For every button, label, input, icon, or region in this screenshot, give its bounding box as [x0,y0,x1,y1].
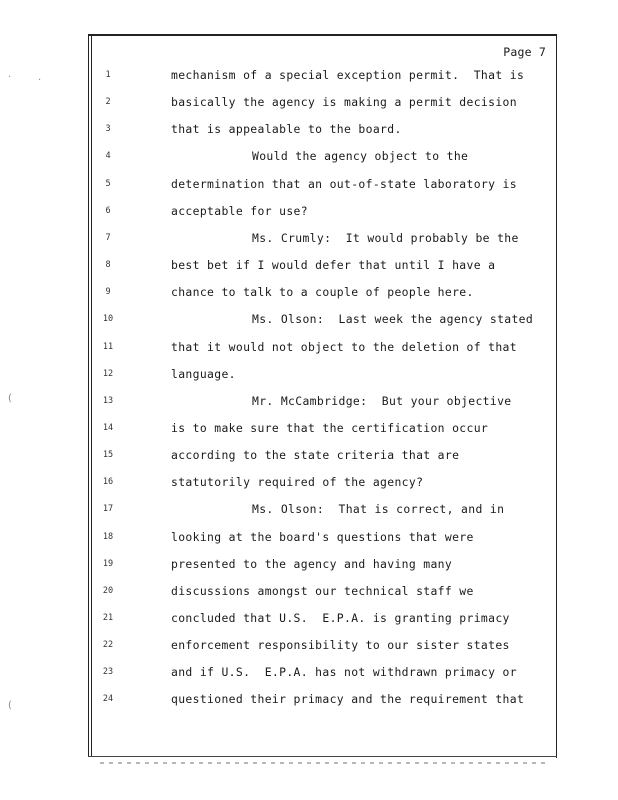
transcript-line [0,530,618,550]
bottom-rule [88,756,557,757]
line-number: 18 [102,531,114,542]
line-text: presented to the agency and having many [171,556,453,571]
line-text: chance to talk to a couple of people here. [171,285,474,300]
line-number: 1 [105,70,111,80]
line-number: 13 [102,395,114,406]
transcript-line [0,394,618,414]
transcript-line [0,68,618,88]
line-text: determination that an out-of-state laboratory is [171,176,517,191]
line-text: basically the agency is making a permit decision [171,95,517,110]
scan-speck: · [38,75,42,86]
line-number: 20 [102,585,114,596]
line-number: 11 [102,341,114,352]
line-number: 16 [102,477,114,488]
line-number: 22 [102,640,114,651]
line-number: 3 [105,124,111,135]
line-text: and if U.S. E.P.A. has not withdrawn primacy or [171,665,517,680]
page-number: Page 7 [503,45,546,59]
transcript-line [0,475,618,495]
line-number: 21 [102,613,114,623]
line-number: 15 [102,450,114,461]
line-number: 9 [105,287,111,298]
line-text: language. [171,366,236,381]
transcript-line [0,285,618,305]
line-number: 12 [102,368,114,379]
scan-speck: ( [8,393,12,404]
line-text: that is appealable to the board. [171,122,402,137]
line-text: is to make sure that the certification occur [171,420,489,435]
line-text: concluded that U.S. E.P.A. is granting primacy [171,611,510,625]
line-number: 7 [105,232,111,243]
line-text: mechanism of a special exception permit. That is [171,68,525,82]
line-text: Ms. Crumly: It would probably be the [252,230,519,245]
transcript-line [0,149,618,169]
line-text: questioned their primacy and the requirement that [171,692,525,707]
transcript-line [0,665,618,685]
line-text: best bet if I would defer that until I have a [171,258,496,273]
transcript-line [0,177,618,197]
transcript-line [0,122,618,142]
line-number: 17 [102,504,114,515]
line-number: 2 [105,97,111,108]
line-number: 19 [102,558,114,569]
transcript-line [0,502,618,522]
scan-speck: ( [8,700,12,711]
transcript-line [0,557,618,577]
line-text: according to the state criteria that are [171,448,460,463]
transcript-line [0,312,618,332]
scan-speck: · [8,72,12,83]
line-text: looking at the board's questions that were [171,529,474,544]
line-number: 4 [105,151,111,162]
transcript-line [0,638,618,658]
transcript-line [0,204,618,224]
line-text: Would the agency object to the [252,149,469,164]
line-text: Ms. Olson: Last week the agency stated [252,312,534,327]
line-text: statutorily required of the agency? [171,475,424,490]
line-number: 5 [105,178,111,189]
transcript-line [0,231,618,251]
line-text: Mr. McCambridge: But your objective [252,393,512,408]
line-number: 10 [102,314,114,325]
transcript-line [0,340,618,360]
line-number: 14 [102,422,114,433]
transcript-line [0,258,618,278]
transcript-line [0,692,618,712]
line-number: 24 [102,694,114,705]
line-number: 23 [102,667,114,678]
line-text: that it would not object to the deletion of that [171,339,517,354]
transcript-line [0,421,618,441]
transcript-line [0,95,618,115]
transcript-line [0,584,618,604]
line-text: discussions amongst our technical staff we [171,583,474,598]
line-number: 8 [105,260,111,271]
line-text: Ms. Olson: That is correct, and in [252,502,505,517]
transcript-line [0,448,618,468]
transcript-line [0,367,618,387]
bottom-scan-artifact [100,762,550,764]
line-text: acceptable for use? [171,203,308,218]
line-number: 6 [105,205,111,216]
line-text: enforcement responsibility to our sister states [171,638,510,653]
transcript-line [0,611,618,631]
